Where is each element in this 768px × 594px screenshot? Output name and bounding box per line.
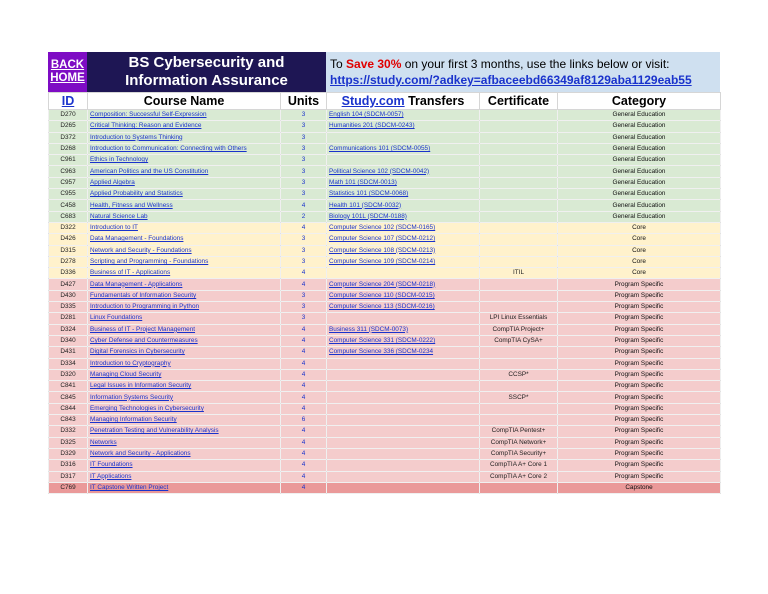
transfer-link[interactable]: Health 101 (SDCM-0032) xyxy=(327,200,480,211)
units-cell: 6 xyxy=(281,415,327,426)
transfer-link[interactable]: Computer Science 108 (SDCM-0213) xyxy=(327,245,480,256)
table-row xyxy=(49,121,721,132)
course-name-link[interactable]: Penetration Testing and Vulnerability Analysis xyxy=(88,426,281,437)
category-cell: Program Specific xyxy=(558,347,721,358)
course-name-link[interactable]: Cyber Defense and Countermeasures xyxy=(88,335,281,346)
promo-highlight: Save 30% xyxy=(346,57,402,71)
course-id: D325 xyxy=(49,437,88,448)
category-cell: General Education xyxy=(558,189,721,200)
table-row xyxy=(49,279,721,290)
course-id: D322 xyxy=(49,222,88,233)
transfer-link xyxy=(327,268,480,279)
transfer-link[interactable]: Business 311 (SDCM-0073) xyxy=(327,324,480,335)
certificate-cell xyxy=(480,155,558,166)
table-row xyxy=(49,392,721,403)
certificate-cell: CompTIA Security+ xyxy=(480,448,558,459)
course-name-link[interactable]: Natural Science Lab xyxy=(88,211,281,222)
transfer-link xyxy=(327,369,480,380)
table-row xyxy=(49,234,721,245)
course-name-link[interactable]: Business of IT - Project Management xyxy=(88,324,281,335)
category-cell: Program Specific xyxy=(558,392,721,403)
course-name-link[interactable]: Ethics in Technology xyxy=(88,155,281,166)
category-cell: General Education xyxy=(558,110,721,121)
table-row xyxy=(49,347,721,358)
transfer-link[interactable]: Computer Science 110 (SDCM-0215) xyxy=(327,290,480,301)
units-cell: 4 xyxy=(281,482,327,493)
category-cell: Program Specific xyxy=(558,415,721,426)
course-name-link[interactable]: IT Foundations xyxy=(88,460,281,471)
category-cell: General Education xyxy=(558,177,721,188)
course-id: D427 xyxy=(49,279,88,290)
transfer-link[interactable]: Computer Science 204 (SDCM-0218) xyxy=(327,279,480,290)
certificate-cell xyxy=(480,166,558,177)
table-row xyxy=(49,369,721,380)
table-row xyxy=(49,256,721,267)
units-cell: 3 xyxy=(281,302,327,313)
category-cell: Program Specific xyxy=(558,471,721,482)
column-header-category: Category xyxy=(558,93,721,110)
certificate-cell xyxy=(480,403,558,414)
transfer-link[interactable]: Political Science 102 (SDCM-0042) xyxy=(327,166,480,177)
page-title xyxy=(87,52,326,92)
transfers-label: Transfers xyxy=(404,94,465,108)
course-id: D270 xyxy=(49,110,88,121)
units-cell: 4 xyxy=(281,222,327,233)
units-cell: 4 xyxy=(281,437,327,448)
certificate-cell: CompTIA A+ Core 2 xyxy=(480,471,558,482)
table-row xyxy=(49,313,721,324)
category-cell: Program Specific xyxy=(558,403,721,414)
column-header-course-name: Course Name xyxy=(88,93,281,110)
course-name-link[interactable]: Linux Foundations xyxy=(88,313,281,324)
transfer-link[interactable]: Communications 101 (SDCM-0055) xyxy=(327,143,480,154)
table-row xyxy=(49,302,721,313)
table-row xyxy=(49,448,721,459)
transfer-link xyxy=(327,392,480,403)
units-cell: 4 xyxy=(281,369,327,380)
category-cell: Core xyxy=(558,245,721,256)
units-cell: 3 xyxy=(281,189,327,200)
study-link[interactable]: Study.com xyxy=(341,94,405,108)
units-cell: 4 xyxy=(281,381,327,392)
certificate-cell: LPI Linux Essentials xyxy=(480,313,558,324)
transfer-link[interactable]: Computer Science 336 (SDCM-0234 xyxy=(327,347,480,358)
units-cell: 3 xyxy=(281,256,327,267)
certificate-cell: CompTIA Project+ xyxy=(480,324,558,335)
course-id: D320 xyxy=(49,369,88,380)
units-cell: 4 xyxy=(281,200,327,211)
promo-text: on your first 3 months, use the links below or visit: xyxy=(401,57,670,71)
table-row xyxy=(49,426,721,437)
transfer-link[interactable]: Computer Science 109 (SDCM-0214) xyxy=(327,256,480,267)
category-cell: General Education xyxy=(558,166,721,177)
units-cell: 3 xyxy=(281,245,327,256)
certificate-cell xyxy=(480,222,558,233)
course-id: C961 xyxy=(49,155,88,166)
certificate-cell xyxy=(480,358,558,369)
table-row xyxy=(49,324,721,335)
transfer-link xyxy=(327,471,480,482)
table-row xyxy=(49,471,721,482)
certificate-cell: SSCP* xyxy=(480,392,558,403)
units-cell: 4 xyxy=(281,279,327,290)
course-name-link[interactable]: Introduction to Programming in Python xyxy=(88,302,281,313)
category-cell: General Education xyxy=(558,121,721,132)
certificate-cell xyxy=(480,110,558,121)
course-id: C843 xyxy=(49,415,88,426)
course-id: D278 xyxy=(49,256,88,267)
table-row xyxy=(49,110,721,121)
back-home-cell xyxy=(48,52,87,92)
header-bar xyxy=(48,52,720,92)
units-cell: 4 xyxy=(281,448,327,459)
category-cell: General Education xyxy=(558,143,721,154)
course-name-link[interactable]: Introduction to Systems Thinking xyxy=(88,132,281,143)
transfer-link[interactable]: Computer Science 113 (SDCM-0216) xyxy=(327,302,480,313)
course-name-link[interactable]: Introduction to IT xyxy=(88,222,281,233)
transfer-link xyxy=(327,460,480,471)
course-name-link[interactable]: Introduction to Communication: Connecting with Others xyxy=(88,143,281,154)
promo-link[interactable]: https://study.com/?adkey=afbaceebd66349af8129aba1129eab55 xyxy=(330,73,692,87)
units-cell: 4 xyxy=(281,347,327,358)
course-name-link[interactable]: Health, Fitness and Wellness xyxy=(88,200,281,211)
course-id: D334 xyxy=(49,358,88,369)
course-name-link[interactable]: Data Management - Foundations xyxy=(88,234,281,245)
course-name-link[interactable]: Managing Information Security xyxy=(88,415,281,426)
column-header-id[interactable]: ID xyxy=(49,93,88,110)
units-cell: 3 xyxy=(281,234,327,245)
course-name-link[interactable]: Legal Issues in Information Security xyxy=(88,381,281,392)
certificate-cell xyxy=(480,290,558,301)
promo-prefix: To xyxy=(330,57,347,71)
course-name-link[interactable]: Applied Probability and Statistics xyxy=(88,189,281,200)
certificate-cell xyxy=(480,482,558,493)
table-row xyxy=(49,132,721,143)
course-id: D268 xyxy=(49,143,88,154)
title-line-1: BS Cybersecurity and xyxy=(128,54,285,71)
course-id: C963 xyxy=(49,166,88,177)
course-id: D317 xyxy=(49,471,88,482)
units-cell: 4 xyxy=(281,426,327,437)
certificate-cell: ITIL xyxy=(480,268,558,279)
certificate-cell xyxy=(480,132,558,143)
course-id: D336 xyxy=(49,268,88,279)
units-cell: 4 xyxy=(281,471,327,482)
units-cell: 4 xyxy=(281,358,327,369)
table-row xyxy=(49,189,721,200)
course-name-link[interactable]: Introduction to Cryptography xyxy=(88,358,281,369)
table-row xyxy=(49,482,721,493)
certificate-cell xyxy=(480,279,558,290)
category-cell: Capstone xyxy=(558,482,721,493)
transfer-link[interactable]: Computer Science 331 (SDCM-0222) xyxy=(327,335,480,346)
certificate-cell xyxy=(480,234,558,245)
course-id: D329 xyxy=(49,448,88,459)
category-cell: Program Specific xyxy=(558,426,721,437)
course-id: D316 xyxy=(49,460,88,471)
table-row xyxy=(49,460,721,471)
course-id: C957 xyxy=(49,177,88,188)
table-row xyxy=(49,166,721,177)
certificate-cell: CCSP* xyxy=(480,369,558,380)
column-header-units: Units xyxy=(281,93,327,110)
course-id: C841 xyxy=(49,381,88,392)
course-table xyxy=(48,92,721,494)
table-row xyxy=(49,381,721,392)
certificate-cell xyxy=(480,121,558,132)
course-id: C955 xyxy=(49,189,88,200)
certificate-cell xyxy=(480,302,558,313)
transfer-link xyxy=(327,448,480,459)
units-cell: 3 xyxy=(281,166,327,177)
course-id: C458 xyxy=(49,200,88,211)
category-cell: General Education xyxy=(558,211,721,222)
units-cell: 3 xyxy=(281,143,327,154)
certificate-cell xyxy=(480,143,558,154)
course-id: D372 xyxy=(49,132,88,143)
units-cell: 3 xyxy=(281,132,327,143)
certificate-cell: CompTIA Network+ xyxy=(480,437,558,448)
certificate-cell xyxy=(480,200,558,211)
course-id: C844 xyxy=(49,403,88,414)
transfer-link[interactable]: Computer Science 102 (SDCM-0165) xyxy=(327,222,480,233)
category-cell: Program Specific xyxy=(558,324,721,335)
spreadsheet xyxy=(48,52,720,494)
course-id: D430 xyxy=(49,290,88,301)
category-cell: Program Specific xyxy=(558,448,721,459)
units-cell: 2 xyxy=(281,211,327,222)
column-header-certificate: Certificate xyxy=(480,93,558,110)
certificate-cell xyxy=(480,177,558,188)
table-row xyxy=(49,155,721,166)
course-name-link[interactable]: Composition: Successful Self-Expression xyxy=(88,110,281,121)
table-row xyxy=(49,268,721,279)
units-cell: 4 xyxy=(281,324,327,335)
table-row xyxy=(49,245,721,256)
transfer-link[interactable]: Math 101 (SDCM-0013) xyxy=(327,177,480,188)
category-cell: Program Specific xyxy=(558,381,721,392)
course-id: D315 xyxy=(49,245,88,256)
units-cell: 4 xyxy=(281,268,327,279)
course-name-link[interactable]: Managing Cloud Security xyxy=(88,369,281,380)
course-id: C683 xyxy=(49,211,88,222)
course-id: D431 xyxy=(49,347,88,358)
certificate-cell xyxy=(480,245,558,256)
course-id: C769 xyxy=(49,482,88,493)
table-row xyxy=(49,177,721,188)
certificate-cell xyxy=(480,256,558,267)
course-id: D281 xyxy=(49,313,88,324)
units-cell: 4 xyxy=(281,392,327,403)
certificate-cell xyxy=(480,347,558,358)
course-id: D340 xyxy=(49,335,88,346)
promo-banner xyxy=(326,52,720,92)
category-cell: Core xyxy=(558,256,721,267)
header-row xyxy=(49,93,721,110)
category-cell: General Education xyxy=(558,200,721,211)
category-cell: Program Specific xyxy=(558,279,721,290)
category-cell: Core xyxy=(558,268,721,279)
transfer-link[interactable]: Humanities 201 (SDCM-0243) xyxy=(327,121,480,132)
home-link[interactable]: HOME xyxy=(50,72,85,84)
transfer-link xyxy=(327,426,480,437)
category-cell: Program Specific xyxy=(558,358,721,369)
course-name-link[interactable]: Data Management - Applications xyxy=(88,279,281,290)
course-name-link[interactable]: IT Applications xyxy=(88,471,281,482)
course-name-link[interactable]: Applied Algebra xyxy=(88,177,281,188)
category-cell: Program Specific xyxy=(558,460,721,471)
table-row xyxy=(49,403,721,414)
course-name-link[interactable]: Networks xyxy=(88,437,281,448)
title-line-2: Information Assurance xyxy=(125,72,288,89)
certificate-cell: CompTIA A+ Core 1 xyxy=(480,460,558,471)
transfer-link[interactable]: English 104 (SDCM-0057) xyxy=(327,110,480,121)
certificate-cell xyxy=(480,211,558,222)
course-name-link[interactable]: Network and Security - Foundations xyxy=(88,245,281,256)
table-row xyxy=(49,290,721,301)
units-cell: 3 xyxy=(281,110,327,121)
transfer-link[interactable]: Statistics 101 (SDCM-0068) xyxy=(327,189,480,200)
course-id: D265 xyxy=(49,121,88,132)
table-row xyxy=(49,437,721,448)
category-cell: Core xyxy=(558,222,721,233)
category-cell: Program Specific xyxy=(558,437,721,448)
category-cell: Program Specific xyxy=(558,302,721,313)
units-cell: 3 xyxy=(281,155,327,166)
units-cell: 4 xyxy=(281,335,327,346)
certificate-cell xyxy=(480,189,558,200)
back-link[interactable]: BACK xyxy=(50,59,85,71)
course-name-link[interactable]: Business of IT - Applications xyxy=(88,268,281,279)
transfer-link xyxy=(327,403,480,414)
transfer-link[interactable]: Computer Science 107 (SDCM-0212) xyxy=(327,234,480,245)
transfer-link xyxy=(327,132,480,143)
course-name-link[interactable]: Critical Thinking: Reason and Evidence xyxy=(88,121,281,132)
category-cell: Program Specific xyxy=(558,335,721,346)
transfer-link xyxy=(327,155,480,166)
transfer-link xyxy=(327,381,480,392)
course-id: D332 xyxy=(49,426,88,437)
course-name-link[interactable]: Digital Forensics in Cybersecurity xyxy=(88,347,281,358)
course-id: D324 xyxy=(49,324,88,335)
course-name-link[interactable]: Information Systems Security xyxy=(88,392,281,403)
course-name-link[interactable]: Fundamentals of Information Security xyxy=(88,290,281,301)
units-cell: 4 xyxy=(281,460,327,471)
course-name-link[interactable]: Network and Security - Applications xyxy=(88,448,281,459)
certificate-cell: CompTIA CySA+ xyxy=(480,335,558,346)
transfer-link xyxy=(327,415,480,426)
category-cell: Core xyxy=(558,234,721,245)
transfer-link xyxy=(327,482,480,493)
units-cell: 3 xyxy=(281,177,327,188)
certificate-cell xyxy=(480,415,558,426)
certificate-cell xyxy=(480,381,558,392)
course-id: D426 xyxy=(49,234,88,245)
units-cell: 3 xyxy=(281,121,327,132)
course-name-link[interactable]: Scripting and Programming - Foundations xyxy=(88,256,281,267)
category-cell: General Education xyxy=(558,155,721,166)
transfer-link xyxy=(327,313,480,324)
category-cell: General Education xyxy=(558,132,721,143)
column-header-transfers xyxy=(327,93,480,110)
certificate-cell: CompTIA Pentest+ xyxy=(480,426,558,437)
category-cell: Program Specific xyxy=(558,313,721,324)
table-row xyxy=(49,211,721,222)
table-row xyxy=(49,415,721,426)
table-row xyxy=(49,222,721,233)
course-id: D335 xyxy=(49,302,88,313)
transfer-link[interactable]: Biology 101L (SDCM-0188) xyxy=(327,211,480,222)
course-name-link[interactable]: Emerging Technologies in Cybersecurity xyxy=(88,403,281,414)
transfer-link xyxy=(327,358,480,369)
units-cell: 3 xyxy=(281,290,327,301)
course-name-link[interactable]: American Politics and the US Constitution xyxy=(88,166,281,177)
category-cell: Program Specific xyxy=(558,290,721,301)
course-id: C845 xyxy=(49,392,88,403)
category-cell: Program Specific xyxy=(558,369,721,380)
transfer-link xyxy=(327,437,480,448)
course-name-link[interactable]: IT Capstone Written Project xyxy=(88,482,281,493)
table-row xyxy=(49,200,721,211)
table-row xyxy=(49,358,721,369)
table-row xyxy=(49,335,721,346)
table-row xyxy=(49,143,721,154)
units-cell: 4 xyxy=(281,403,327,414)
units-cell: 3 xyxy=(281,313,327,324)
